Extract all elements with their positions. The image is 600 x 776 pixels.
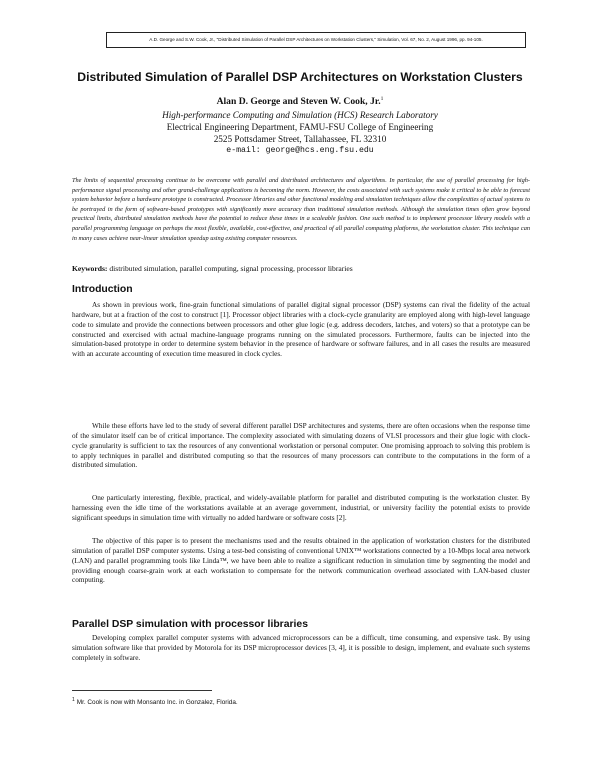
address: 2525 Pottsdamer Street, Tallahassee, FL 32310	[213, 134, 387, 144]
section-heading-parallel-dsp: Parallel DSP simulation with processor libraries	[72, 619, 308, 630]
footnote-divider	[72, 690, 212, 691]
intro-paragraph-3: One particularly interesting, flexible, practical, and widely-available platform for parallel and distributed computing is the workstation cluster. By harnessing even the idle time of the workstations available at an average government, industrial, or university facility the potential exists to provide significant speedups in simulation time with virtually no added hardware or software costs [2].	[72, 494, 530, 522]
author-line	[40, 96, 560, 107]
author-footnote-mark: 1	[380, 96, 384, 102]
intro-paragraph-4: The objective of this paper is to present the mechanisms used and the results obtained in the application of workstation clusters for the distributed simulation of parallel DSP computer systems. Using a test-bed consisting of conventional UNIX™ workstations connected by a 10-Mbps local area network (LAN) and parallel programming tools like Linda™, we have been able to realize a significant reduction in simulation time by segmenting the model and providing enough coarse-grain work at each workstation to compensate for the network communication overhead associated with LAN-based cluster computing.	[72, 537, 530, 585]
department: Electrical Engineering Department, FAMU-FSU College of Engineering	[166, 122, 434, 132]
footnote	[72, 696, 530, 707]
abstract: The limits of sequential processing continue to be overcome with parallel and distributed architectures and algorithms. In particular, the use of parallel processing for high-performance signal processing and other grand-challenge applications is becoming the norm. However, the costs associated with such systems make it critical to be able to forecast system behavior before a hardware prototype is constructed. Processor libraries and other functional modeling and simulation techniques allow the complexities of actual systems to be portrayed in the form of software-based prototypes with significantly more accuracy than traditional simulation methods. Although the simulation times often grow beyond practical limits, distributed simulation methods have the potential to reduce these times in a scaleable fashion. One such method is to implement processor library models with a parallel programming language on perhaps the most flexible, available, cost-effective, and practical of all parallel computing platforms, the workstation cluster. This technique can in many cases achieve near-linear simulation speedup using existing computer resources.	[72, 177, 530, 242]
authors: Alan D. George and Steven W. Cook, Jr.	[216, 96, 381, 108]
keywords	[72, 264, 530, 274]
footnote-text: Mr. Cook is now with Monsanto Inc. in Gonzalez, Florida.	[76, 699, 238, 707]
section-heading-introduction: Introduction	[72, 284, 133, 295]
email: e-mail: george@hcs.eng.fsu.edu	[226, 146, 374, 155]
section2-paragraph-1: Developing complex parallel computer systems with advanced microprocessors can be a difficult, time consuming, and expensive task. By using simulation software like that provided by Motorola for its DSP microprocessor devices [3, 4], it is possible to design, implement, and evaluate such systems completely in software.	[72, 634, 530, 662]
paper-title: Distributed Simulation of Parallel DSP Architectures on Workstation Clusters	[77, 70, 523, 84]
intro-paragraph-2: While these efforts have led to the study of several different parallel DSP architectures and systems, there are often occasions when the response time of the simulator itself can be of critical importance. The complexity associated with simulating dozens of VLSI processors and their glue logic with clock-cycle granularity is sufficient to tax the resources of any conventional workstation or personal computer. One promising approach to solving this problem is to apply techniques in parallel and distributed computing so that the resources of many processors can contribute to the computations in the form of a distributed simulation.	[72, 422, 530, 470]
intro-paragraph-1: As shown in previous work, fine-grain functional simulations of parallel digital signal processor (DSP) systems can rival the fidelity of the actual hardware, but at a fraction of the cost to construct [1]. Processor object libraries with a clock-cycle granularity are employed along with high-level language code to simulate and provide the connections between processors and other glue logic (e.g. address decoders, latches, and voters) so that a prototype can be constructed and exercised with actual machine-language programs running on the simulated processors. Furthermore, faults can be injected into the simulation-based prototype in order to determine system behavior in the presence of hardware or software failures, and in all cases the results are measured with an accurate accounting of execution time measured in clock cycles.	[72, 301, 530, 359]
citation-header: A.D. George and S.W. Cook, Jr., "Distributed Simulation of Parallel DSP Architectures on Workstation Clusters," Simulation, Vol. 67, No. 2, August 1996, pp. 94-105.	[106, 32, 526, 48]
footnote-mark: 1	[72, 697, 75, 703]
keywords-text: distributed simulation, parallel computing, signal processing, processor libraries	[107, 264, 353, 273]
keywords-label: Keywords:	[72, 264, 108, 273]
lab-affiliation: High-performance Computing and Simulation (HCS) Research Laboratory	[162, 110, 438, 120]
